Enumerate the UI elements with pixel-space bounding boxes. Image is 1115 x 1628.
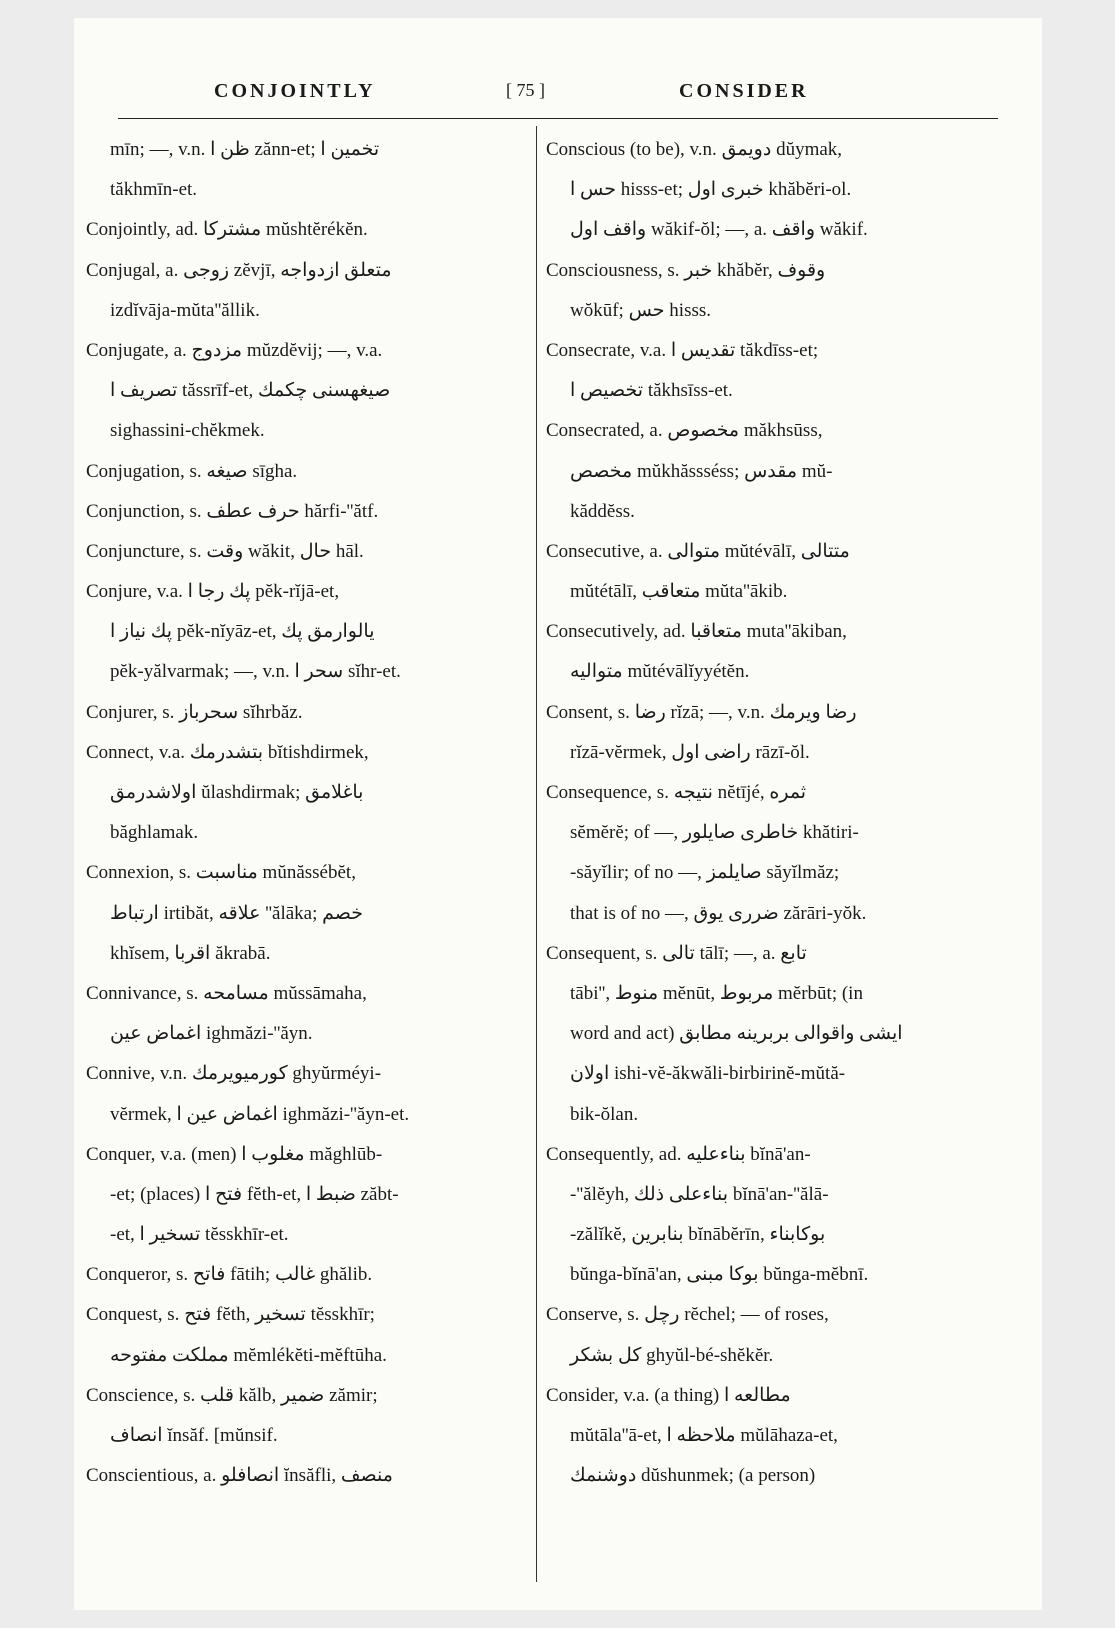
- entry-line: -săyĭlir; of no —, صايلمز săyĭlmăz;: [570, 862, 840, 884]
- running-header: [74, 80, 1042, 114]
- entry-line: اولان ishi-vĕ-ăkwăli-birbirinĕ-mŭtă-: [570, 1063, 846, 1085]
- entry-line: Conjurer, s. سحرباز sĭhrbăz.: [86, 701, 303, 723]
- entry-line: -zălĭkĕ, بنابرين bĭnābĕrīn, بوكابناء: [570, 1224, 826, 1246]
- entry-line: Conjugate, a. مزدوج mŭzdĕvij; —, v.a.: [86, 339, 383, 361]
- left-column: [86, 130, 522, 1496]
- entry-line: -et, تسخير ا tĕsskhīr-et.: [110, 1224, 289, 1246]
- entry-line: دوشنمك dŭshunmek; (a person): [570, 1465, 816, 1487]
- entry-line: sĕmĕrĕ; of —, خاطرى صايلور khătiri-: [570, 822, 859, 844]
- entry-line: كل بشكر ghyŭl-bé-shĕkĕr.: [570, 1344, 774, 1366]
- entry-line: kăddĕss.: [570, 500, 635, 522]
- entry-line: Conscience, s. قلب kălb, ضمير zămir;: [86, 1384, 378, 1406]
- right-guide-word: CONSIDER: [679, 80, 809, 102]
- entry-line: Conquest, s. فتح fĕth, تسخير tĕsskhīr;: [86, 1304, 375, 1326]
- entry-line: khĭsem, اقربا ăkrabā.: [110, 942, 271, 964]
- entry-line: Conquer, v.a. (men) مغلوب ا măghlūb-: [86, 1143, 383, 1165]
- entry-line: پك نياز ا pĕk-nĭyāz-et, يالوارمق پك: [110, 621, 375, 643]
- entry-line: Consequent, s. تالى tālī; —, a. تابع: [546, 942, 807, 964]
- entry-line: Consecutive, a. متوالى mŭtévālī, متتالى: [546, 540, 850, 562]
- entry-line: -et; (places) فتح ا fĕth-et, ضبط ا zăbt-: [110, 1183, 399, 1205]
- entry-line: băghlamak.: [110, 822, 199, 844]
- column-divider: [536, 126, 537, 1582]
- entry-line: Consecutively, ad. متعاقبا muta''ākiban,: [546, 621, 847, 643]
- entry-line: Conjointly, ad. مشتركا mŭshtĕrékĕn.: [86, 219, 368, 241]
- entry-line: mŭtāla''ā-et, ملاحظه ا mŭlāhaza-et,: [570, 1425, 838, 1446]
- entry-line: Conjuncture, s. وقت wăkit, حال hāl.: [86, 540, 364, 562]
- entry-line: Conjugal, a. زوجى zĕvjī, متعلق ازدواجه: [86, 259, 392, 281]
- entry-line: pĕk-yălvarmak; —, v.n. سحر ا sĭhr-et.: [110, 661, 401, 683]
- entry-line: مخصص mŭkhăssséss; مقدس mŭ-: [570, 460, 833, 482]
- entry-line: ارتباط irtibăt, علاقه ''ălāka; خصم: [110, 902, 364, 924]
- entry-line: vĕrmek, اغماض عين ا ighmăzi-''ăyn-et.: [110, 1103, 410, 1125]
- entry-line: bŭnga-bĭnā'an, بوكا مبنى bŭnga-mĕbnī.: [570, 1264, 869, 1286]
- entry-line: Consider, v.a. (a thing) مطالعه ا: [546, 1384, 791, 1406]
- dictionary-page: [74, 18, 1042, 1610]
- entry-line: متواليه mŭtévālĭyyétĕn.: [570, 661, 750, 683]
- entry-line: Consent, s. رضا rĭzā; —, v.n. رضا ويرمك: [546, 701, 857, 723]
- entry-line: bik-ŏlan.: [570, 1103, 639, 1125]
- entry-line: -''ălĕyh, بناءعلى ذلك bĭnā'an-''ălā-: [570, 1183, 829, 1205]
- entry-line: Consequence, s. نتيجه nĕtījé, ثمره: [546, 782, 807, 803]
- entry-line: تخصيص ا tăkhsīss-et.: [570, 380, 733, 402]
- entry-line: Conscientious, a. انصافلو ĭnsăfli, منصف: [86, 1465, 393, 1487]
- entry-line: Connive, v.n. كورميويرمك ghyŭrméyi-: [86, 1063, 382, 1085]
- entry-line: sighassini-chĕkmek.: [110, 420, 265, 442]
- entry-line: rĭzā-vĕrmek, راضى اول rāzī-ŏl.: [570, 741, 810, 763]
- entry-line: Consciousness, s. خبر khăbĕr, وقوف: [546, 259, 826, 281]
- entry-line: اغماض عين ighmăzi-''ăyn.: [110, 1023, 313, 1045]
- entry-line: Conqueror, s. فاتح fātih; غالب ghălib.: [86, 1264, 373, 1286]
- entry-line: Conjugation, s. صيغه sīgha.: [86, 460, 298, 482]
- entry-line: Consecrated, a. مخصوص măkhsūss,: [546, 420, 823, 442]
- right-column: [546, 130, 984, 1496]
- entry-line: Consequently, ad. بناءعليه bĭnā'an-: [546, 1143, 811, 1165]
- entry-line: مملكت مفتوحه mĕmlékĕti-mĕftūha.: [110, 1344, 387, 1366]
- entry-line: izdĭvāja-mŭta''ăllik.: [110, 299, 260, 321]
- entry-line: Conscious (to be), v.n. دويمق dŭymak,: [546, 139, 843, 160]
- entry-line: Conserve, s. رچل rĕchel; — of roses,: [546, 1304, 829, 1326]
- header-rule: [118, 118, 998, 119]
- entry-line: mīn; —, v.n. ظن ا zănn-et; تخمين ا: [110, 139, 380, 160]
- page-number: [ 75 ]: [506, 80, 545, 100]
- entry-line: Conjunction, s. حرف عطف hărfi-''ătf.: [86, 500, 379, 522]
- entry-line: that is of no —, ضررى يوق zărāri-yŏk.: [570, 902, 867, 924]
- entry-line: Connivance, s. مسامحه mŭssāmaha,: [86, 982, 367, 1004]
- entry-line: تصريف ا tăssrīf-et, صيغهسنى چكمك: [110, 380, 391, 402]
- entry-line: حس ا hisss-et; خبرى اول khăbĕri-ol.: [570, 179, 852, 201]
- entry-line: اولاشدرمق ŭlashdirmak; باغلامق: [110, 782, 364, 803]
- left-guide-word: CONJOINTLY: [214, 80, 376, 102]
- entry-line: tābi'', منوط mĕnūt, مربوط mĕrbūt; (in: [570, 982, 863, 1004]
- entry-line: Consecrate, v.a. تقديس ا tăkdīss-et;: [546, 339, 819, 361]
- entry-line: mŭtétālī, متعاقب mŭta''ākib.: [570, 581, 788, 603]
- entry-line: واقف اول wăkif-ŏl; —, a. واقف wăkif.: [570, 219, 868, 241]
- entry-line: انصاف ĭnsăf. [mŭnsif.: [110, 1425, 278, 1446]
- entry-line: Conjure, v.a. پك رجا ا pĕk-rĭjā-et,: [86, 581, 340, 603]
- entry-line: Connexion, s. مناسبت mŭnăssébĕt,: [86, 862, 356, 884]
- entry-line: Connect, v.a. بتشدرمك bĭtishdirmek,: [86, 741, 369, 763]
- entry-line: word and act) ايشى واقوالى بربرينه مطابق: [570, 1023, 903, 1045]
- entry-line: tăkhmīn-et.: [110, 179, 198, 201]
- entry-line: wŏkūf; حس hisss.: [570, 299, 712, 321]
